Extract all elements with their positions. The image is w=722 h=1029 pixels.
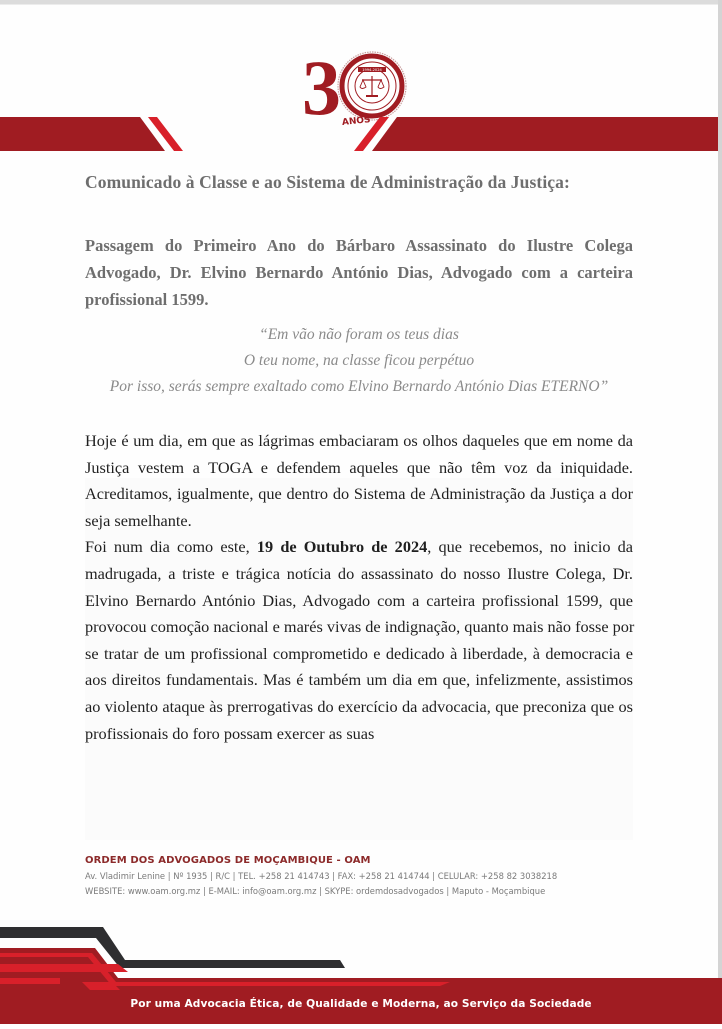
paragraph-2-line: Elvino Bernardo António Dias, Advogado com a carteira profissional 1599, que (85, 590, 633, 610)
poem-line: O teu nome, na classe ficou perpétuo (243, 352, 475, 369)
paragraph-2-line: profissionais do foro possam exercer as suas (85, 723, 375, 743)
paragraph-2-line: ao violento ataque às prerrogativas do exercício da advocacia, que preconiza que os (85, 696, 633, 716)
paragraph-1-line: Hoje é um dia, em que as lágrimas embaciaram os olhos daqueles que em nome da (85, 431, 633, 450)
poem-line: “Em vão não foram os teus dias (259, 326, 459, 343)
footer-slogan: Por uma Advocacia Ética, de Qualidade e Moderna, ao Serviço da Sociedade (130, 998, 592, 1010)
contact-line: WEBSITE: www.oam.org.mz | E-MAIL: info@oam.org.mz | SKYPE: ordemdosadvogados | Maputo - Moçambique (85, 886, 546, 896)
paragraph-1-line: seja semelhante. (85, 510, 192, 530)
subtitle-line: Passagem do Primeiro Ano do Bárbaro Assassinato do Ilustre Colega (85, 236, 633, 255)
paragraph-2-line: provocou comoção nacional e marés vivas de indignação, quanto mais não fosse por (85, 617, 635, 637)
document-subtitle (85, 232, 633, 313)
organization-name: ORDEM DOS ADVOGADOS DE MOÇAMBIQUE - OAM (85, 855, 371, 866)
logo-numeral-3: 3 (302, 44, 341, 130)
header-stripes-icon (0, 117, 722, 152)
text-run: Foi num dia como este, (85, 537, 257, 557)
header-banner (0, 117, 722, 152)
paragraph-2-line: se tratar de um profissional comprometido e dedicado à liberdade, à democracia e (85, 643, 633, 663)
paragraph-1-line: Justiça vestem a TOGA e defendem aqueles que não têm voz da iniquidade. (85, 457, 633, 477)
page-right-edge (718, 0, 722, 1024)
paragraph-1-line: Acreditamos, igualmente, que dentro do Sistema de Administração da Justiça a dor (85, 484, 633, 504)
tribute-poem (85, 322, 633, 400)
svg-text:ANOS: ANOS (341, 115, 372, 129)
subtitle-line: profissional 1599. (85, 290, 209, 309)
text-run: , que recebemos, no inicio da (427, 537, 634, 557)
paragraph-2-line: aos direitos fundamentais. Mas é também um dia em que, infelizmente, assistimos (85, 670, 633, 690)
subtitle-line: Advogado, Dr. Elvino Bernardo António Dias, Advogado com a carteira (85, 263, 633, 282)
page-top-edge (0, 0, 722, 5)
document-body (85, 428, 633, 747)
address-line: Av. Vladimir Lenine | Nº 1935 | R/C | TEL. +258 21 414743 | FAX: +258 21 414744 | CELULAR: +258 82 3038218 (85, 871, 558, 881)
paragraph-2-line: madrugada, a triste e trágica notícia do assassinato do nosso Ilustre Colega, Dr. (85, 563, 633, 583)
paragraph-2-line (85, 534, 633, 561)
poem-line: Por isso, serás sempre exaltado como Elvino Bernardo António Dias ETERNO” (109, 378, 609, 395)
document-title: Comunicado à Classe e ao Sistema de Administração da Justiça: (85, 172, 570, 192)
svg-text:1994-2024: 1994-2024 (362, 68, 382, 72)
highlighted-date: 19 de Outubro de 2024 (256, 537, 428, 557)
